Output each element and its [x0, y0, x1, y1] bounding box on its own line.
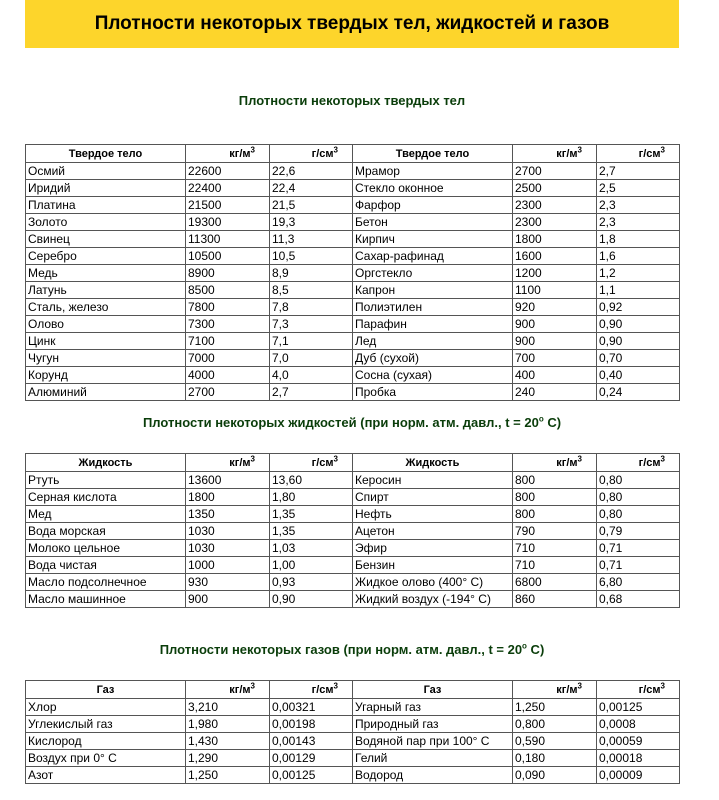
cell-kg-m3: 400 — [513, 367, 597, 384]
table-row — [26, 506, 353, 523]
cell-g-cm3: 11,3 — [270, 231, 353, 248]
cell-g-cm3: 0,79 — [597, 523, 680, 540]
table-row — [353, 282, 680, 299]
table-row — [353, 316, 680, 333]
table-header-row — [353, 145, 680, 163]
cell-substance: Платина — [26, 197, 186, 214]
cell-g-cm3: 0,90 — [597, 333, 680, 350]
cell-kg-m3: 900 — [186, 591, 270, 608]
cell-kg-m3: 0,090 — [513, 767, 597, 784]
cell-g-cm3: 1,2 — [597, 265, 680, 282]
table-row — [26, 733, 353, 750]
table-row — [26, 750, 353, 767]
table-row — [26, 523, 353, 540]
table-row — [26, 699, 353, 716]
cell-g-cm3: 0,71 — [597, 557, 680, 574]
gases-table-left — [25, 680, 353, 784]
table-row — [353, 350, 680, 367]
cell-kg-m3: 7000 — [186, 350, 270, 367]
cell-kg-m3: 700 — [513, 350, 597, 367]
liquids-table-left — [25, 453, 353, 608]
cell-kg-m3: 22400 — [186, 180, 270, 197]
cell-substance: Вода морская — [26, 523, 186, 540]
cell-substance: Молоко цельное — [26, 540, 186, 557]
table-row — [353, 180, 680, 197]
cell-substance: Гелий — [353, 750, 513, 767]
table-row — [26, 350, 353, 367]
page-title: Плотности некоторых твердых тел, жидкостей и газов — [94, 13, 610, 34]
column-header-g-cm3: $г/см^3$ — [270, 454, 353, 472]
table-row — [353, 231, 680, 248]
cell-substance: Чугун — [26, 350, 186, 367]
cell-kg-m3: 1030 — [186, 523, 270, 540]
cell-kg-m3: 1,250 — [513, 699, 597, 716]
cell-g-cm3: 0,71 — [597, 540, 680, 557]
column-header-g-cm3: $г/см^3$ — [597, 681, 680, 699]
cell-g-cm3: 7,8 — [270, 299, 353, 316]
cell-substance: Дуб (сухой) — [353, 350, 513, 367]
cell-substance: Водяной пар при 100° С — [353, 733, 513, 750]
cell-g-cm3: 7,1 — [270, 333, 353, 350]
cell-kg-m3: 3,210 — [186, 699, 270, 716]
table-row — [353, 333, 680, 350]
cell-kg-m3: 0,180 — [513, 750, 597, 767]
cell-substance: Хлор — [26, 699, 186, 716]
cell-substance: Масло подсолнечное — [26, 574, 186, 591]
cell-kg-m3: 10500 — [186, 248, 270, 265]
column-header-kg-m3: $кг/м^3$ — [513, 145, 597, 163]
cell-g-cm3: 0,70 — [597, 350, 680, 367]
column-header-name: Газ — [26, 681, 186, 699]
cell-kg-m3: 7100 — [186, 333, 270, 350]
cell-kg-m3: 710 — [513, 557, 597, 574]
table-row — [353, 767, 680, 784]
table-row — [26, 367, 353, 384]
cell-g-cm3: 1,00 — [270, 557, 353, 574]
cell-kg-m3: 1600 — [513, 248, 597, 265]
cell-kg-m3: 1,250 — [186, 767, 270, 784]
cell-g-cm3: 0,24 — [597, 384, 680, 401]
column-header-g-cm3: $г/см^3$ — [270, 681, 353, 699]
cell-kg-m3: 21500 — [186, 197, 270, 214]
cell-kg-m3: 790 — [513, 523, 597, 540]
cell-substance: Латунь — [26, 282, 186, 299]
solids-heading: Плотности некоторых твердых тел — [238, 93, 466, 108]
cell-kg-m3: 0,590 — [513, 733, 597, 750]
table-row — [26, 489, 353, 506]
cell-substance: Фарфор — [353, 197, 513, 214]
table-row — [26, 384, 353, 401]
table-header-row — [26, 454, 353, 472]
column-header-name: Жидкость — [353, 454, 513, 472]
cell-g-cm3: 0,00129 — [270, 750, 353, 767]
column-header-name: Жидкость — [26, 454, 186, 472]
table-row — [353, 591, 680, 608]
column-header-g-cm3: $г/см^3$ — [597, 454, 680, 472]
solids-table-left — [25, 144, 353, 401]
cell-substance: Цинк — [26, 333, 186, 350]
cell-substance: Бетон — [353, 214, 513, 231]
column-header-name: Твердое тело — [353, 145, 513, 163]
cell-substance: Мрамор — [353, 163, 513, 180]
cell-g-cm3: 22,6 — [270, 163, 353, 180]
table-row — [26, 540, 353, 557]
cell-substance: Водород — [353, 767, 513, 784]
table-row — [353, 716, 680, 733]
cell-g-cm3: 0,00125 — [270, 767, 353, 784]
cell-g-cm3: 19,3 — [270, 214, 353, 231]
cell-kg-m3: 0,800 — [513, 716, 597, 733]
cell-g-cm3: 0,40 — [597, 367, 680, 384]
table-row — [26, 265, 353, 282]
table-header-row — [26, 681, 353, 699]
cell-kg-m3: 22600 — [186, 163, 270, 180]
cell-kg-m3: 1,980 — [186, 716, 270, 733]
table-row — [353, 540, 680, 557]
cell-kg-m3: 1000 — [186, 557, 270, 574]
cell-substance: Масло машинное — [26, 591, 186, 608]
cell-substance: Полиэтилен — [353, 299, 513, 316]
cell-g-cm3: 0,00059 — [597, 733, 680, 750]
table-row — [353, 299, 680, 316]
cell-kg-m3: 19300 — [186, 214, 270, 231]
table-row — [26, 214, 353, 231]
cell-g-cm3: 0,80 — [597, 489, 680, 506]
cell-g-cm3: 0,68 — [597, 591, 680, 608]
cell-kg-m3: 1,290 — [186, 750, 270, 767]
cell-kg-m3: 1100 — [513, 282, 597, 299]
cell-kg-m3: 2700 — [186, 384, 270, 401]
table-row — [26, 557, 353, 574]
cell-kg-m3: 8500 — [186, 282, 270, 299]
cell-substance: Керосин — [353, 472, 513, 489]
cell-substance: Лед — [353, 333, 513, 350]
cell-kg-m3: 800 — [513, 472, 597, 489]
table-row — [26, 716, 353, 733]
cell-g-cm3: 0,00018 — [597, 750, 680, 767]
cell-substance: Угарный газ — [353, 699, 513, 716]
table-row — [26, 299, 353, 316]
cell-substance: Золото — [26, 214, 186, 231]
cell-substance: Серебро — [26, 248, 186, 265]
cell-substance: Корунд — [26, 367, 186, 384]
cell-substance: Бензин — [353, 557, 513, 574]
cell-substance: Углекислый газ — [26, 716, 186, 733]
cell-substance: Воздух при 0° С — [26, 750, 186, 767]
cell-substance: Кислород — [26, 733, 186, 750]
column-header-kg-m3: $кг/м^3$ — [186, 145, 270, 163]
cell-substance: Мед — [26, 506, 186, 523]
cell-substance: Кирпич — [353, 231, 513, 248]
cell-substance: Сосна (сухая) — [353, 367, 513, 384]
cell-kg-m3: 1800 — [513, 231, 597, 248]
cell-g-cm3: 0,93 — [270, 574, 353, 591]
cell-g-cm3: 6,80 — [597, 574, 680, 591]
cell-g-cm3: 0,00321 — [270, 699, 353, 716]
cell-substance: Азот — [26, 767, 186, 784]
cell-g-cm3: 0,80 — [597, 472, 680, 489]
column-header-kg-m3: $кг/м^3$ — [513, 681, 597, 699]
cell-g-cm3: 2,7 — [270, 384, 353, 401]
cell-kg-m3: 2500 — [513, 180, 597, 197]
cell-g-cm3: 7,0 — [270, 350, 353, 367]
cell-g-cm3: 1,03 — [270, 540, 353, 557]
table-row — [26, 231, 353, 248]
table-header-row — [353, 681, 680, 699]
cell-substance: Вода чистая — [26, 557, 186, 574]
cell-kg-m3: 1350 — [186, 506, 270, 523]
table-row — [353, 523, 680, 540]
table-header-row — [26, 145, 353, 163]
table-row — [353, 367, 680, 384]
column-header-name: Твердое тело — [26, 145, 186, 163]
cell-substance: Спирт — [353, 489, 513, 506]
cell-g-cm3: 2,5 — [597, 180, 680, 197]
cell-g-cm3: 0,00143 — [270, 733, 353, 750]
cell-kg-m3: 11300 — [186, 231, 270, 248]
cell-substance: Ацетон — [353, 523, 513, 540]
cell-substance: Оргстекло — [353, 265, 513, 282]
table-row — [26, 333, 353, 350]
cell-substance: Медь — [26, 265, 186, 282]
cell-kg-m3: 2700 — [513, 163, 597, 180]
table-row — [353, 248, 680, 265]
table-row — [26, 472, 353, 489]
table-row — [26, 163, 353, 180]
cell-substance: Жидкое олово (400° С) — [353, 574, 513, 591]
cell-g-cm3: 21,5 — [270, 197, 353, 214]
cell-substance: Капрон — [353, 282, 513, 299]
cell-kg-m3: 800 — [513, 489, 597, 506]
cell-kg-m3: 6800 — [513, 574, 597, 591]
table-row — [353, 472, 680, 489]
cell-g-cm3: 0,90 — [597, 316, 680, 333]
cell-kg-m3: 930 — [186, 574, 270, 591]
cell-kg-m3: 7800 — [186, 299, 270, 316]
cell-kg-m3: 1030 — [186, 540, 270, 557]
cell-kg-m3: 2300 — [513, 214, 597, 231]
cell-kg-m3: 240 — [513, 384, 597, 401]
cell-substance: Пробка — [353, 384, 513, 401]
column-header-kg-m3: $кг/м^3$ — [186, 681, 270, 699]
table-row — [353, 506, 680, 523]
cell-substance: Алюминий — [26, 384, 186, 401]
cell-kg-m3: 860 — [513, 591, 597, 608]
cell-substance: Стекло оконное — [353, 180, 513, 197]
cell-kg-m3: 1800 — [186, 489, 270, 506]
table-row — [26, 316, 353, 333]
cell-substance: Жидкий воздух (-194° С) — [353, 591, 513, 608]
cell-g-cm3: 0,00125 — [597, 699, 680, 716]
cell-substance: Ртуть — [26, 472, 186, 489]
cell-kg-m3: 710 — [513, 540, 597, 557]
table-row — [353, 489, 680, 506]
cell-g-cm3: 0,00198 — [270, 716, 353, 733]
table-row — [353, 265, 680, 282]
column-header-g-cm3: $г/см^3$ — [597, 145, 680, 163]
cell-substance: Олово — [26, 316, 186, 333]
column-header-name: Газ — [353, 681, 513, 699]
cell-g-cm3: 8,9 — [270, 265, 353, 282]
table-row — [26, 574, 353, 591]
cell-kg-m3: 900 — [513, 316, 597, 333]
table-row — [26, 248, 353, 265]
cell-kg-m3: 1200 — [513, 265, 597, 282]
cell-substance: Сахар-рафинад — [353, 248, 513, 265]
cell-kg-m3: 800 — [513, 506, 597, 523]
cell-g-cm3: 7,3 — [270, 316, 353, 333]
cell-substance: Парафин — [353, 316, 513, 333]
cell-g-cm3: 2,7 — [597, 163, 680, 180]
cell-substance: Сталь, железо — [26, 299, 186, 316]
cell-substance: Природный газ — [353, 716, 513, 733]
table-row — [26, 767, 353, 784]
table-row — [353, 557, 680, 574]
cell-g-cm3: 1,6 — [597, 248, 680, 265]
cell-kg-m3: 2300 — [513, 197, 597, 214]
cell-g-cm3: 2,3 — [597, 214, 680, 231]
cell-g-cm3: 0,92 — [597, 299, 680, 316]
liquids-heading: Плотности некоторых жидкостей (при норм. атм. давл., $t = 20^o$ С) — [142, 414, 562, 430]
table-row — [353, 384, 680, 401]
cell-g-cm3: 2,3 — [597, 197, 680, 214]
page-banner — [25, 0, 679, 48]
column-header-kg-m3: $кг/м^3$ — [513, 454, 597, 472]
gases-heading: Плотности некоторых газов (при норм. атм. давл., $t = 20^o$ С) — [159, 641, 545, 657]
table-row — [353, 574, 680, 591]
cell-substance: Нефть — [353, 506, 513, 523]
cell-substance: Свинец — [26, 231, 186, 248]
cell-substance: Эфир — [353, 540, 513, 557]
table-row — [353, 699, 680, 716]
solids-table-right — [352, 144, 680, 401]
table-row — [353, 733, 680, 750]
cell-kg-m3: 8900 — [186, 265, 270, 282]
table-row — [353, 214, 680, 231]
cell-kg-m3: 900 — [513, 333, 597, 350]
cell-g-cm3: 22,4 — [270, 180, 353, 197]
cell-g-cm3: 4,0 — [270, 367, 353, 384]
column-header-g-cm3: $г/см^3$ — [270, 145, 353, 163]
liquids-table-right — [352, 453, 680, 608]
table-row — [26, 180, 353, 197]
cell-g-cm3: 0,00009 — [597, 767, 680, 784]
cell-g-cm3: 1,1 — [597, 282, 680, 299]
cell-g-cm3: 1,35 — [270, 523, 353, 540]
table-row — [353, 197, 680, 214]
table-row — [353, 163, 680, 180]
cell-g-cm3: 0,90 — [270, 591, 353, 608]
cell-kg-m3: 1,430 — [186, 733, 270, 750]
cell-g-cm3: 1,35 — [270, 506, 353, 523]
cell-g-cm3: 10,5 — [270, 248, 353, 265]
cell-g-cm3: 0,0008 — [597, 716, 680, 733]
gases-table-right — [352, 680, 680, 784]
table-row — [26, 591, 353, 608]
cell-g-cm3: 13,60 — [270, 472, 353, 489]
cell-kg-m3: 13600 — [186, 472, 270, 489]
cell-kg-m3: 4000 — [186, 367, 270, 384]
cell-substance: Иридий — [26, 180, 186, 197]
cell-kg-m3: 7300 — [186, 316, 270, 333]
cell-g-cm3: 8,5 — [270, 282, 353, 299]
cell-kg-m3: 920 — [513, 299, 597, 316]
cell-g-cm3: 0,80 — [597, 506, 680, 523]
column-header-kg-m3: $кг/м^3$ — [186, 454, 270, 472]
table-header-row — [353, 454, 680, 472]
cell-substance: Осмий — [26, 163, 186, 180]
table-row — [26, 197, 353, 214]
table-row — [26, 282, 353, 299]
cell-g-cm3: 1,80 — [270, 489, 353, 506]
table-row — [353, 750, 680, 767]
cell-g-cm3: 1,8 — [597, 231, 680, 248]
cell-substance: Серная кислота — [26, 489, 186, 506]
